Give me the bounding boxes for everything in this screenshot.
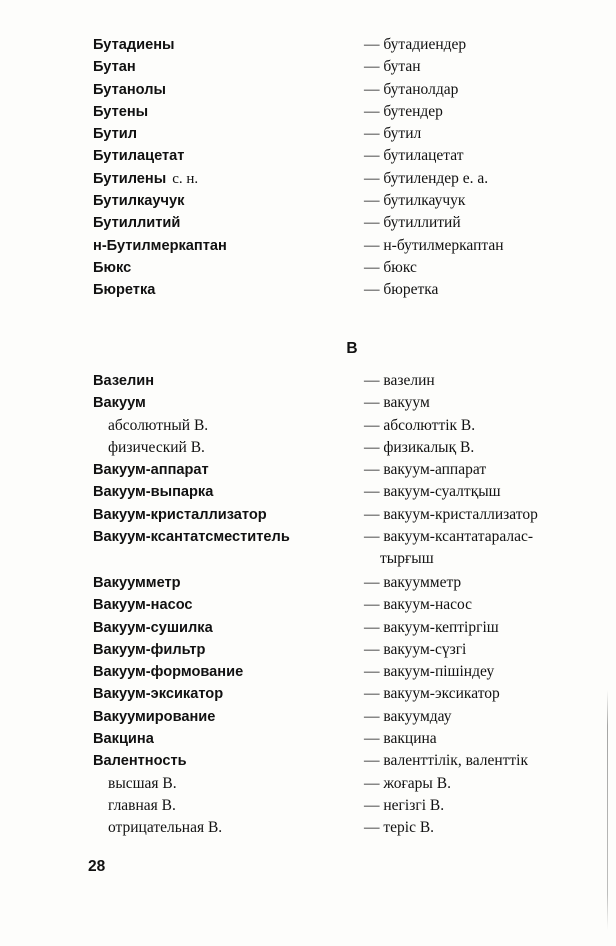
kazakh-term: — бутадиендер [364,36,467,53]
entry-row [0,481,616,503]
entry-row [0,526,616,548]
kazakh-term: — бутан [364,58,421,76]
entry-row [0,437,616,459]
russian-term: Вазелин [93,373,155,389]
entry-row [0,415,616,437]
russian-term: Вакуум [93,395,146,412]
kazakh-term: — н-бутилмеркаптан [364,236,504,254]
russian-subterm: абсолютный В. [108,416,209,434]
kazakh-term: — бутил [364,125,422,143]
entry-row [0,279,616,301]
entry-row [0,504,616,526]
russian-subterm: главная В. [108,796,176,814]
russian-term: Бюкс [93,259,132,276]
entry-row [0,639,616,661]
kazakh-term: — вакуум-насос [364,596,473,614]
kazakh-term: — вакуумдау [364,707,452,725]
entry-row [0,817,616,839]
entry-row [0,617,616,639]
russian-term: Бутилкаучук [93,193,185,210]
entry-row [0,370,616,392]
russian-term: Вакуум-ксантатсместитель [93,529,290,546]
russian-subterm: отрицательная В. [108,819,223,837]
entry-row [0,257,616,279]
russian-term: Вакуум-аппарат [93,462,209,479]
entry-row [0,56,616,78]
russian-term: н-Бутилмеркаптан [93,237,227,254]
kazakh-term: — вакуум-ксантатаралас- [364,528,534,546]
kazakh-term: — абсолюттік В. [364,416,476,434]
russian-term: Бутил [93,126,137,143]
russian-subterm: высшая В. [108,774,177,792]
entry-row [0,145,616,167]
russian-term: Бутадиены [93,37,175,53]
entry-row [0,572,616,594]
russian-term: Вакуумирование [93,708,216,725]
russian-subterm: физический В. [108,438,205,456]
entry-row [0,661,616,683]
russian-term: Бутены [93,103,149,120]
entry-row [0,728,616,750]
entry-row [0,168,616,190]
kazakh-term: — бюкс [364,258,417,276]
russian-term: Вакуум-эксикатор [93,686,224,703]
kazakh-term-continuation: тырғыш [380,550,434,568]
kazakh-term: — бюретка [364,281,439,299]
russian-term: Вакуум-выпарка [93,484,214,501]
russian-term: Бюретка [93,282,156,299]
kazakh-term: — вакуум-суалтқыш [364,483,501,501]
kazakh-term: — жоғары В. [364,774,451,792]
entry-row [0,101,616,123]
kazakh-term: — бутилендер е. а. [364,169,489,187]
kazakh-term: — негізгі В. [364,796,445,814]
russian-term: Вакуум-сушилка [93,619,213,636]
entries-v-part1 [0,370,616,571]
page-number: 28 [88,858,106,875]
kazakh-term: — бутендер [364,102,443,120]
kazakh-term: — теріс В. [364,819,435,837]
russian-term: Валентность [93,753,187,770]
kazakh-term: — вакуум-эксикатор [364,685,500,703]
entries-b [0,34,616,302]
entries-v-part2 [0,572,616,840]
entry-row [0,235,616,257]
entry-row [0,392,616,414]
russian-term: Бутилацетат [93,148,185,165]
russian-term-text: Бутилены [93,170,167,187]
kazakh-term: — вазелин [364,372,435,389]
entry-row [0,594,616,616]
entry-row [0,706,616,728]
russian-term [93,168,198,190]
kazakh-term: — вакуум-кристаллизатор [364,505,538,523]
kazakh-term: — бутиллитий [364,214,461,232]
entry-row [0,683,616,705]
russian-term: Вакуум-насос [93,597,193,614]
kazakh-term: — бутилацетат [364,147,464,165]
russian-term: Бутиллитий [93,215,181,232]
entry-row [0,79,616,101]
kazakh-term: — вакуум-аппарат [364,461,487,479]
kazakh-term: — бутанолдар [364,80,459,98]
entry-row [0,795,616,817]
russian-term: Бутанолы [93,81,166,98]
entry-row [0,190,616,212]
kazakh-term: — физикалық В. [364,438,475,456]
entry-row [0,773,616,795]
kazakh-term: — валенттілік, валенттік [364,752,529,770]
russian-term: Вакуум-фильтр [93,641,206,658]
entry-row [0,123,616,145]
kazakh-term: — вакцина [364,730,437,748]
section-letter-heading: В [346,340,358,357]
russian-term: Вакуумметр [93,575,181,591]
kazakh-term: — бутилкаучук [364,192,466,210]
entry-row [0,34,616,56]
kazakh-term: — вакуум-сүзгі [364,640,467,658]
page-edge-shadow [607,690,608,930]
entry-row [0,459,616,481]
russian-term: Вакцина [93,731,154,748]
russian-term: Бутан [93,59,136,76]
kazakh-term: — вакуум-кептіргіш [364,618,499,636]
entry-row [0,750,616,772]
kazakh-term: — вакуум-пішіндеу [364,663,495,681]
kazakh-term: — вакуум [364,394,430,412]
russian-term: Вакуум-формование [93,664,244,681]
russian-term: Вакуум-кристаллизатор [93,506,267,523]
kazakh-term: — вакуумметр [364,574,462,591]
entry-continuation-row [0,548,616,570]
usage-note: с. н. [172,170,199,187]
entry-row [0,212,616,234]
